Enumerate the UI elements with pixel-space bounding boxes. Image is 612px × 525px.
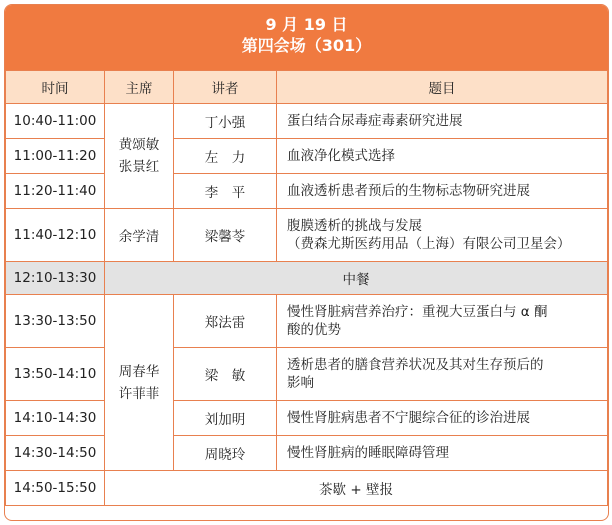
topic-line: 腹膜透析的挑战与发展 bbox=[287, 218, 422, 234]
chair-name: 黄颂敏 bbox=[118, 137, 160, 153]
time-cell: 14:30-14:50 bbox=[6, 436, 105, 471]
time-cell: 10:40-11:00 bbox=[6, 104, 105, 139]
speaker-cell: 刘加明 bbox=[174, 401, 277, 436]
speaker-cell: 周晓玲 bbox=[174, 436, 277, 471]
break-row bbox=[6, 262, 608, 295]
col-header-chair: 主席 bbox=[105, 71, 174, 104]
speaker-cell: 梁 敏 bbox=[174, 348, 277, 401]
table-row bbox=[6, 401, 608, 436]
table-row bbox=[6, 295, 608, 348]
chair-cell bbox=[105, 295, 174, 471]
col-header-time: 时间 bbox=[6, 71, 105, 104]
lunch-cell: 中餐 bbox=[105, 262, 608, 295]
time-cell: 13:50-14:10 bbox=[6, 348, 105, 401]
topic-line: 慢性肾脏病营养治疗：重视大豆蛋白与 α 酮 bbox=[287, 304, 548, 320]
table-row bbox=[6, 104, 608, 139]
time-cell: 11:40-12:10 bbox=[6, 209, 105, 262]
topic-cell: 蛋白结合尿毒症毒素研究进展 bbox=[277, 104, 608, 139]
time-cell: 12:10-13:30 bbox=[6, 262, 105, 295]
schedule-table bbox=[5, 70, 608, 506]
table-row bbox=[6, 139, 608, 174]
topic-cell bbox=[277, 348, 608, 401]
topic-line: （费森尤斯医药用品（上海）有限公司卫星会） bbox=[287, 236, 571, 252]
topic-cell bbox=[277, 209, 608, 262]
chair-name: 周春华 bbox=[118, 363, 160, 380]
tea-break-cell: 茶歇 + 壁报 bbox=[105, 471, 608, 506]
table-row bbox=[6, 471, 608, 506]
speaker-cell: 李 平 bbox=[174, 174, 277, 209]
speaker-cell: 梁馨苓 bbox=[174, 209, 277, 262]
table-header-row bbox=[6, 71, 608, 104]
time-cell: 11:00-11:20 bbox=[6, 139, 105, 174]
topic-cell: 慢性肾脏病的睡眠障碍管理 bbox=[277, 436, 608, 471]
speaker-cell: 丁小强 bbox=[174, 104, 277, 139]
session-date: 9 月 19 日 bbox=[265, 15, 348, 34]
topic-line: 酸的优势 bbox=[287, 322, 341, 338]
table-row bbox=[6, 436, 608, 471]
col-header-topic: 题目 bbox=[277, 71, 608, 104]
topic-line: 透析患者的膳食营养状况及其对生存预后的 bbox=[287, 357, 544, 373]
speaker-cell: 左 力 bbox=[174, 139, 277, 174]
time-cell: 14:50-15:50 bbox=[6, 471, 105, 506]
table-row bbox=[6, 348, 608, 401]
table-row bbox=[6, 209, 608, 262]
time-cell: 13:30-13:50 bbox=[6, 295, 105, 348]
table-row bbox=[6, 174, 608, 209]
col-header-speaker: 讲者 bbox=[174, 71, 277, 104]
schedule-card bbox=[4, 4, 609, 521]
session-banner bbox=[5, 5, 608, 70]
chair-cell: 余学清 bbox=[105, 209, 174, 262]
topic-cell: 血液透析患者预后的生物标志物研究进展 bbox=[277, 174, 608, 209]
topic-cell: 慢性肾脏病患者不宁腿综合征的诊治进展 bbox=[277, 401, 608, 436]
topic-cell: 血液净化模式选择 bbox=[277, 139, 608, 174]
topic-line: 影响 bbox=[287, 375, 314, 391]
chair-cell bbox=[105, 104, 174, 209]
time-cell: 11:20-11:40 bbox=[6, 174, 105, 209]
time-cell: 14:10-14:30 bbox=[6, 401, 105, 436]
chair-name: 许菲菲 bbox=[118, 385, 160, 402]
speaker-cell: 郑法雷 bbox=[174, 295, 277, 348]
topic-cell bbox=[277, 295, 608, 348]
session-venue: 第四会场（301） bbox=[241, 36, 372, 55]
chair-name: 张景红 bbox=[118, 159, 160, 175]
